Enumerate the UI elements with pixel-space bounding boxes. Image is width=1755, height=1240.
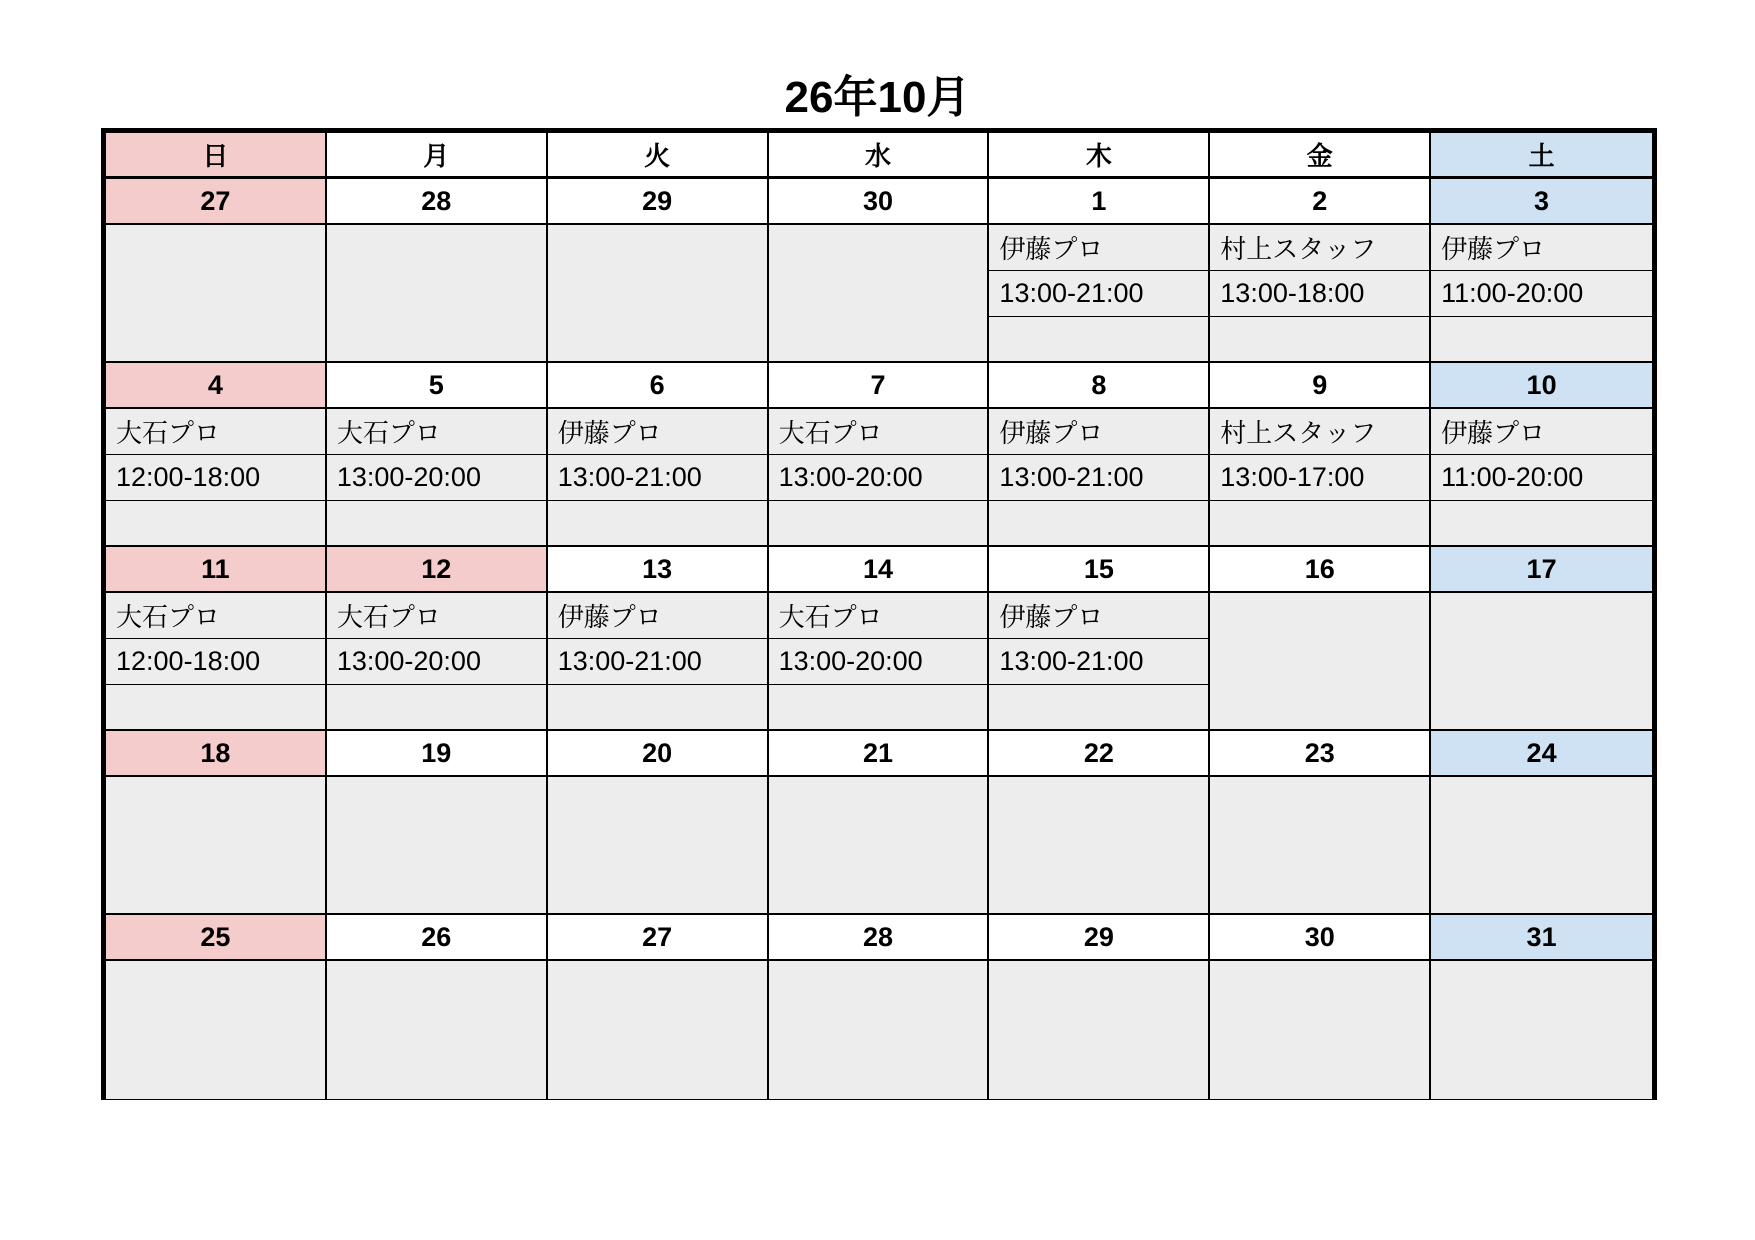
day-number: 20 [548, 731, 769, 777]
shift-time: 13:00-21:00 [548, 455, 769, 501]
shift-staff-name: 大石プロ [327, 409, 548, 455]
empty-slot [106, 685, 327, 731]
day-number: 27 [106, 179, 327, 225]
shift-staff-name: 伊藤プロ [548, 593, 769, 639]
day-number: 5 [327, 363, 548, 409]
calendar-grid [101, 128, 1657, 1100]
empty-slot [1210, 501, 1431, 547]
empty-day-cell [769, 777, 990, 915]
shift-time: 12:00-18:00 [106, 455, 327, 501]
empty-day-cell [1210, 593, 1431, 731]
day-number: 16 [1210, 547, 1431, 593]
empty-day-cell [769, 961, 990, 1099]
day-number: 22 [989, 731, 1210, 777]
weekday-header: 木 [989, 133, 1210, 179]
empty-day-cell [106, 777, 327, 915]
day-number: 9 [1210, 363, 1431, 409]
day-number: 29 [989, 915, 1210, 961]
shift-time: 13:00-20:00 [327, 455, 548, 501]
shift-time: 11:00-20:00 [1431, 455, 1652, 501]
day-number: 27 [548, 915, 769, 961]
shift-time: 13:00-17:00 [1210, 455, 1431, 501]
empty-slot [1431, 317, 1652, 363]
day-number: 6 [548, 363, 769, 409]
day-number: 15 [989, 547, 1210, 593]
shift-time: 12:00-18:00 [106, 639, 327, 685]
day-number: 2 [1210, 179, 1431, 225]
day-number: 25 [106, 915, 327, 961]
day-number: 13 [548, 547, 769, 593]
shift-time: 13:00-20:00 [769, 639, 990, 685]
empty-day-cell [1431, 593, 1652, 731]
weekday-header: 火 [548, 133, 769, 179]
day-number: 29 [548, 179, 769, 225]
weekday-header: 日 [106, 133, 327, 179]
day-number: 11 [106, 547, 327, 593]
empty-slot [106, 501, 327, 547]
shift-staff-name: 伊藤プロ [989, 225, 1210, 271]
shift-time: 13:00-21:00 [989, 639, 1210, 685]
empty-day-cell [106, 225, 327, 363]
empty-slot [1431, 501, 1652, 547]
shift-time: 13:00-21:00 [548, 639, 769, 685]
shift-time: 13:00-20:00 [769, 455, 990, 501]
empty-slot [327, 685, 548, 731]
day-number: 30 [1210, 915, 1431, 961]
empty-slot [769, 685, 990, 731]
empty-day-cell [989, 777, 1210, 915]
empty-slot [548, 685, 769, 731]
day-number: 28 [769, 915, 990, 961]
empty-day-cell [548, 777, 769, 915]
day-number: 17 [1431, 547, 1652, 593]
empty-day-cell [548, 225, 769, 363]
empty-day-cell [106, 961, 327, 1099]
calendar-title: 26年10月 [784, 73, 971, 122]
empty-day-cell [327, 225, 548, 363]
empty-day-cell [327, 777, 548, 915]
shift-time: 11:00-20:00 [1431, 271, 1652, 317]
shift-staff-name: 大石プロ [106, 409, 327, 455]
day-number: 12 [327, 547, 548, 593]
shift-staff-name: 伊藤プロ [1431, 409, 1652, 455]
empty-day-cell [989, 961, 1210, 1099]
shift-staff-name: 大石プロ [106, 593, 327, 639]
shift-time: 13:00-18:00 [1210, 271, 1431, 317]
day-number: 24 [1431, 731, 1652, 777]
empty-slot [1210, 317, 1431, 363]
empty-slot [769, 501, 990, 547]
shift-staff-name: 伊藤プロ [1431, 225, 1652, 271]
day-number: 3 [1431, 179, 1652, 225]
day-number: 28 [327, 179, 548, 225]
day-number: 23 [1210, 731, 1431, 777]
shift-time: 13:00-20:00 [327, 639, 548, 685]
weekday-header: 月 [327, 133, 548, 179]
empty-day-cell [1431, 777, 1652, 915]
day-number: 8 [989, 363, 1210, 409]
day-number: 30 [769, 179, 990, 225]
shift-staff-name: 伊藤プロ [548, 409, 769, 455]
day-number: 14 [769, 547, 990, 593]
empty-slot [989, 501, 1210, 547]
day-number: 21 [769, 731, 990, 777]
day-number: 1 [989, 179, 1210, 225]
weekday-header: 金 [1210, 133, 1431, 179]
day-number: 31 [1431, 915, 1652, 961]
shift-time: 13:00-21:00 [989, 455, 1210, 501]
empty-slot [989, 685, 1210, 731]
empty-slot [548, 501, 769, 547]
day-number: 18 [106, 731, 327, 777]
empty-day-cell [327, 961, 548, 1099]
shift-staff-name: 村上スタッフ [1210, 225, 1431, 271]
shift-staff-name: 大石プロ [327, 593, 548, 639]
shift-time: 13:00-21:00 [989, 271, 1210, 317]
shift-staff-name: 大石プロ [769, 593, 990, 639]
weekday-header: 水 [769, 133, 990, 179]
shift-staff-name: 村上スタッフ [1210, 409, 1431, 455]
empty-day-cell [1210, 961, 1431, 1099]
empty-slot [327, 501, 548, 547]
empty-slot [989, 317, 1210, 363]
day-number: 10 [1431, 363, 1652, 409]
empty-day-cell [1431, 961, 1652, 1099]
empty-day-cell [1210, 777, 1431, 915]
shift-staff-name: 伊藤プロ [989, 409, 1210, 455]
shift-staff-name: 伊藤プロ [989, 593, 1210, 639]
empty-day-cell [769, 225, 990, 363]
day-number: 4 [106, 363, 327, 409]
day-number: 26 [327, 915, 548, 961]
day-number: 19 [327, 731, 548, 777]
day-number: 7 [769, 363, 990, 409]
weekday-header: 土 [1431, 133, 1652, 179]
shift-staff-name: 大石プロ [769, 409, 990, 455]
empty-day-cell [548, 961, 769, 1099]
